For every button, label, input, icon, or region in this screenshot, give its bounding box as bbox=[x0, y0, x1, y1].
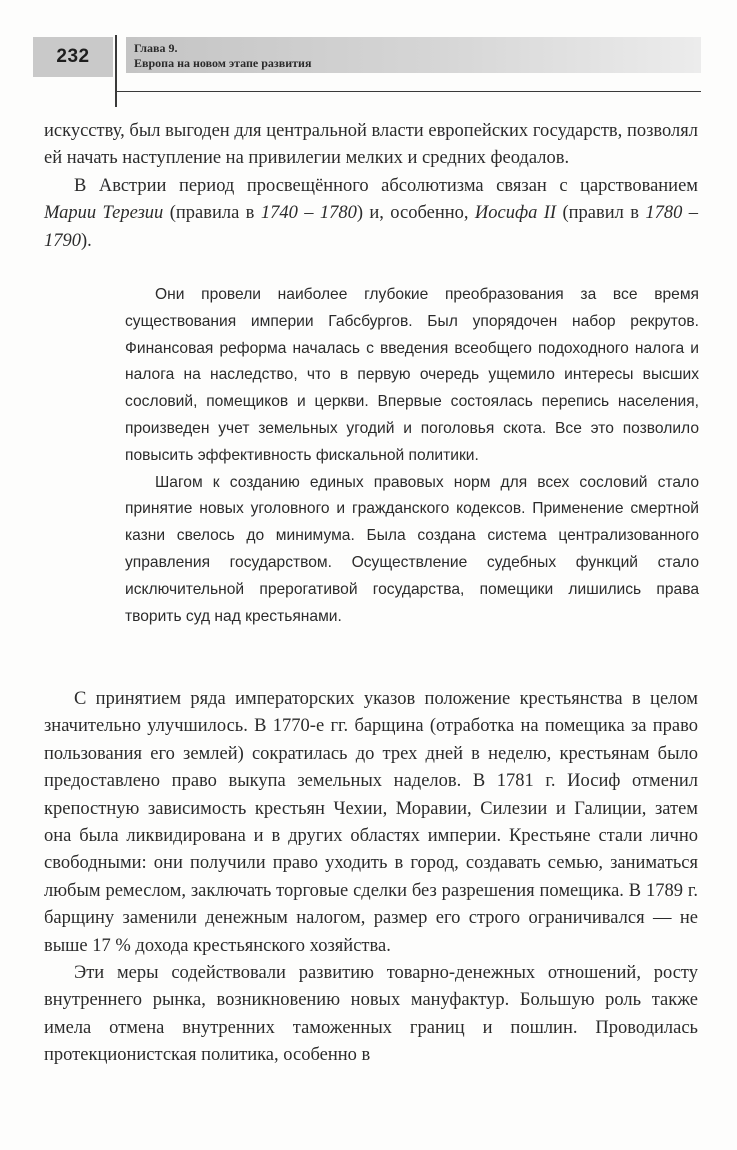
paragraph-peasantry: С принятием ряда императорских указов положение крестьянства в целом значительно улучшилось. В 1770-е гг. барщина (отработка на помещика за право пользования его землей) сократилась до трех дней в неделю, крестьянам было предоставлено право выкупа земельных наделов. В 1781 г. Иосиф отменил крепостную зависимость крестьян Чехии, Моравии, Силезии и Галиции, затем она была ликвидирована и в других областях империи. Крестьяне стали лично свободными: они получили право уходить в город, создавать семью, заниматься любым ремеслом, заключать торговые сделки без разрешения помещика. В 1789 г. барщину заменили денежным налогом, размер его строго ограничивался — не выше 17 % дохода крестьянского хозяйства. bbox=[44, 689, 698, 956]
paragraph-austria bbox=[44, 173, 698, 255]
body-text-bottom bbox=[44, 686, 698, 1070]
sidebar-paragraph: Они провели наиболее глубокие преобразования за все время существования империи Габсбургов. Был упорядочен набор рекрутов. Финансовая реформа началась с введения всеобщего подоходного налога и налога на наследство, что в первую очередь ущемило интересы высших сословий, помещиков и церкви. Впервые состоялась перепись населения, произведен учет земельных угодий и поголовья скота. Все это позволило повысить эффективность фискальной политики. bbox=[125, 286, 699, 464]
chapter-title: Европа на новом этапе развития bbox=[134, 56, 312, 70]
page-number-box bbox=[33, 37, 113, 77]
chapter-banner bbox=[126, 37, 701, 73]
paragraph-continuation: искусству, был выгоден для центральной власти европейских государств, позволял ей начать наступление на привилегии мелких и средних феодалов. bbox=[44, 121, 698, 169]
sidebar-text bbox=[125, 282, 699, 630]
paragraph-economy: Эти меры содействовали развитию товарно-денежных отношений, росту внутреннего рынка, возникновению новых мануфактур. Большую роль также имела отмена внутренних таможенных границ и пошлин. Проводилась протекционистская политика, особенно в bbox=[44, 963, 698, 1066]
italic-years-joseph-ii: 1780 – 1790 bbox=[44, 203, 699, 251]
italic-name-maria-theresa: Марии Терезии bbox=[44, 203, 164, 224]
page-header bbox=[33, 35, 701, 95]
text-run: (правил в bbox=[556, 203, 646, 224]
italic-years-maria-theresa: 1740 – 1780 bbox=[260, 203, 357, 224]
chapter-number: Глава 9. bbox=[134, 41, 178, 55]
text-run: В Австрии период просвещённого абсолютизма связан с царствованием bbox=[74, 175, 698, 196]
body-text-top bbox=[44, 118, 698, 255]
text-run: ). bbox=[81, 230, 92, 251]
sidebar-paragraph: Шагом к созданию единых правовых норм для всех сословий стало принятие новых уголовного и гражданского кодексов. Применение смертной казни свелось до минимума. Была создана система централизованного управления государством. Осуществление судебных функций стало исключительной прерогативой государства, помещики лишились права творить суд над крестьянами. bbox=[125, 473, 699, 625]
text-run: ) и, особенно, bbox=[356, 203, 475, 224]
italic-name-joseph-ii: Иосифа II bbox=[474, 203, 557, 224]
text-run: (правила в bbox=[163, 203, 261, 224]
header-rule bbox=[115, 91, 701, 92]
header-vertical-divider bbox=[115, 35, 117, 107]
page-number: 232 bbox=[56, 46, 90, 67]
